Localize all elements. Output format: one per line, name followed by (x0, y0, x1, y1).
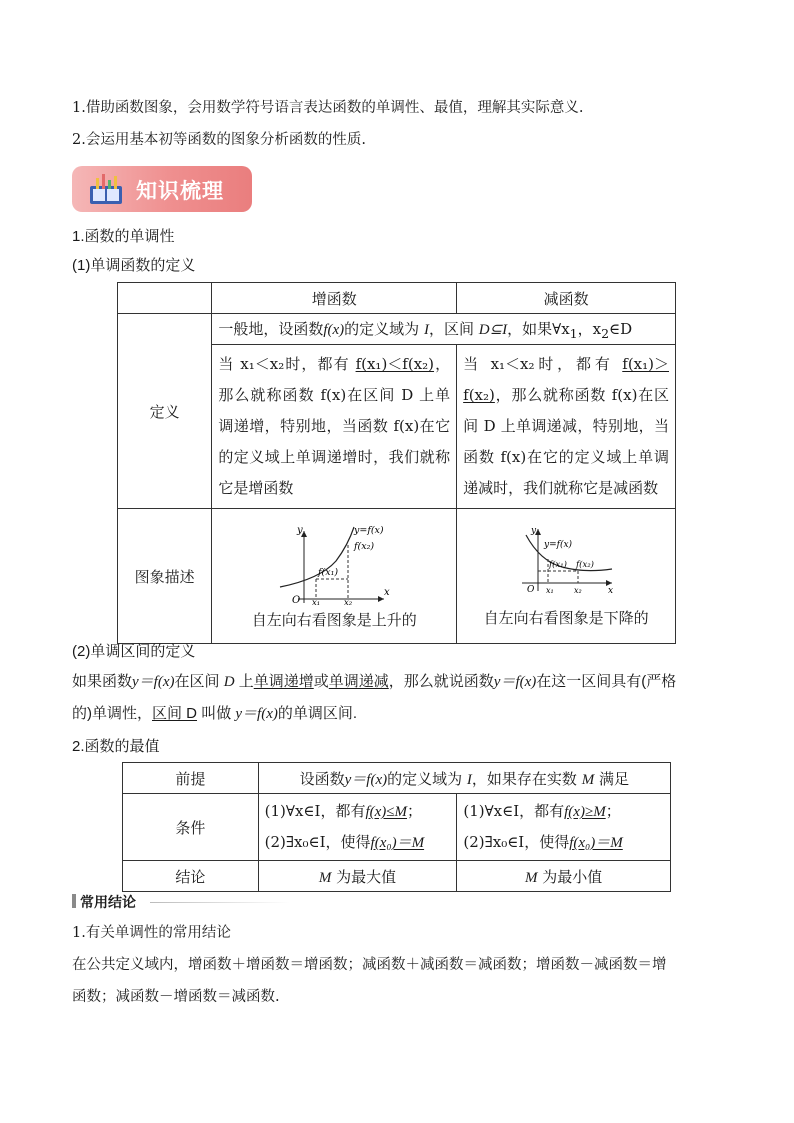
min-condition: (1)∀x∈I，都有f(x)≥M； (2)∃x₀∈I，使得f(x₀)＝M (457, 794, 671, 861)
curve-label: y=f(x) (544, 539, 573, 550)
header-decreasing: 减函数 (457, 283, 676, 314)
increasing-caption: 自左向右看图象是上升的 (251, 610, 417, 629)
x2-label: x₂ (344, 597, 353, 605)
fx1-label: f(x₁) (318, 566, 339, 578)
y-axis-label: y (297, 524, 303, 536)
interval-definition-line2: 的)单调性，区间 D 叫做 y＝f(x)的单调区间. (72, 705, 358, 722)
decreasing-graph-cell (457, 509, 676, 644)
heading-divider (150, 902, 290, 903)
interval-definition-line1: 如果函数y＝f(x)在区间 D 上单调递增或单调递减，那么就说函数y＝f(x)在这一区间具有(严格 (72, 673, 677, 690)
common-conclusions-heading: 常用结论 (80, 895, 136, 911)
fx2-label: f(x₂) (354, 540, 375, 552)
book-chart-icon (88, 172, 124, 206)
section-1-sub2: (2)单调区间的定义 (72, 643, 196, 660)
decreasing-definition-condition: f(x₁)＞f(x₂) (463, 355, 669, 404)
curve-label: y=f(x) (354, 524, 384, 536)
increasing-definition-condition: f(x₁)＜f(x₂) (355, 355, 435, 373)
row-label-condition: 条件 (123, 794, 259, 861)
fx2-label: f(x₂) (576, 559, 595, 570)
x1-label: x₁ (312, 597, 321, 605)
goal-2: 2.会运用基本初等函数的图象分析函数的性质. (72, 132, 366, 148)
max-conclusion: M 为最大值 (258, 861, 457, 892)
decreasing-caption: 自左向右看图象是下降的 (483, 608, 649, 627)
row-label-conclusion: 结论 (123, 861, 259, 892)
common-item-1-line2: 函数；减函数－增函数＝减函数. (72, 989, 280, 1005)
row-label-definition: 定义 (118, 314, 212, 509)
section-2-title: 2.函数的最值 (72, 738, 160, 755)
x2-label: x₂ (574, 585, 582, 595)
x1-label: x₁ (546, 585, 554, 595)
section-1-title: 1.函数的单调性 (72, 228, 175, 245)
increasing-definition: 当 x₁＜x₂时，都有 f(x₁)＜f(x₂)，那么就称函数 f(x)在区间 D 上单调递增，特别地，当函数 f(x)在它的定义域上单调递增时，我们就称它是增函数 (212, 345, 457, 509)
header-increasing: 增函数 (212, 283, 457, 314)
row-label-premise: 前提 (123, 763, 259, 794)
common-item-1-title: 1.有关单调性的常用结论 (72, 925, 231, 941)
premise-text: 设函数y＝f(x)的定义域为 I，如果存在实数 M 满足 (258, 763, 670, 794)
row-label-graph: 图象描述 (118, 509, 212, 644)
banner-title: 知识梳理 (136, 179, 224, 203)
increasing-graph-cell (212, 509, 457, 644)
origin-label: O (292, 594, 301, 605)
decreasing-graph (516, 525, 616, 595)
origin-label: O (527, 584, 535, 595)
decreasing-definition: 当 x₁＜x₂时，都有 f(x₁)＞f(x₂)，那么就称函数 f(x)在区间 D 上单调递减，特别地，当函数 f(x)在它的定义域上单调递减时，我们就称它是减函数 (457, 345, 676, 509)
monotonic-definition-table (117, 282, 676, 644)
x-axis-label: x (608, 585, 614, 595)
section-1-sub1: (1)单调函数的定义 (72, 257, 196, 274)
increasing-graph (274, 523, 394, 605)
heading-marker (72, 894, 76, 908)
goal-1: 1.借助函数图象，会用数学符号语言表达函数的单调性、最值，理解其实际意义. (72, 100, 584, 116)
y-axis-label: y (531, 525, 537, 536)
extremum-table (122, 762, 671, 892)
fx1-label: f(x₁) (549, 559, 568, 570)
max-condition: (1)∀x∈I，都有f(x)≤M； (2)∃x₀∈I，使得f(x₀)＝M (258, 794, 457, 861)
x-axis-label: x (384, 586, 390, 598)
min-conclusion: M 为最小值 (457, 861, 671, 892)
section-banner (72, 166, 252, 212)
common-item-1-line1: 在公共定义域内，增函数＋增函数＝增函数；减函数＋减函数＝减函数；增函数－减函数＝增 (72, 957, 667, 973)
common-definition: 一般地，设函数f(x)的定义域为 I，区间 D⊆I，如果$\forall x_1$，$x_2\in D$ (212, 314, 676, 345)
